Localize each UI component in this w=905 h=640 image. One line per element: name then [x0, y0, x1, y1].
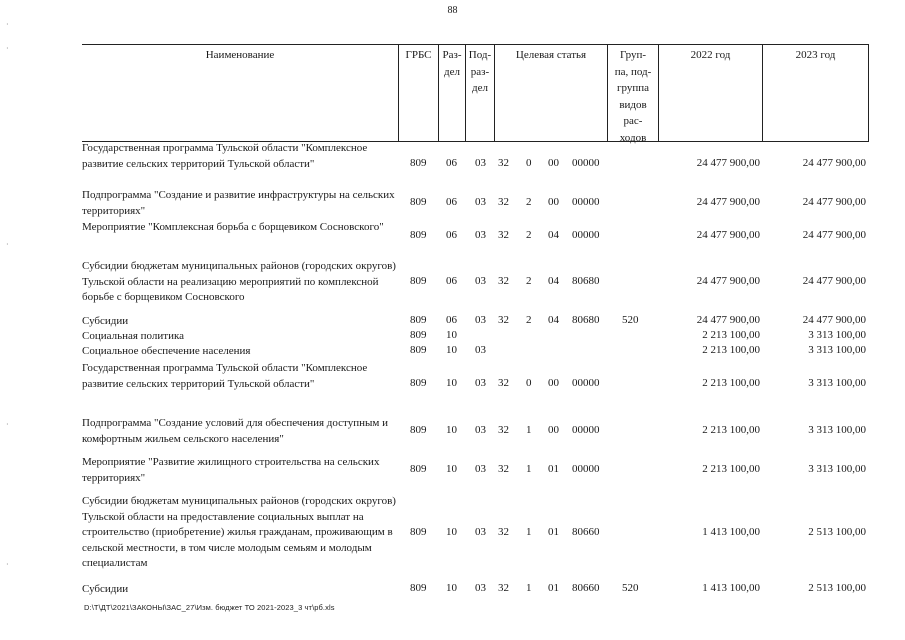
- row-2023: 24 477 900,00: [802, 314, 866, 326]
- row-name: Подпрограмма "Создание условий для обеспечения доступным и комфортным жильем сельского населения": [82, 417, 388, 445]
- row-cs-direction: 00000: [572, 424, 600, 436]
- header-group-line3: группа: [616, 82, 650, 94]
- row-cs-program: 32: [498, 157, 509, 169]
- row-cs-event: 04: [548, 275, 559, 287]
- row-2023: 2 513 100,00: [808, 582, 866, 594]
- row-cs-event: 04: [548, 229, 559, 241]
- file-path-footer: D:\Т\ДТ\2021\ЗАКОНЫ\ЗАС_27\Изм. бюджет ТО 2021-2023_3 чт\рб.xls: [84, 603, 335, 612]
- row-podrazdel: 03: [475, 275, 486, 287]
- row-razdel: 10: [446, 526, 457, 538]
- row-name: Субсидии бюджетам муниципальных районов (городских округов) Тульской области на предоставление социальных выплат на строительство (приобретение) жилья гражданам, проживающим в сельской местности, в том числе молодым семьям и молодым специалистам: [82, 495, 396, 569]
- row-name: Субсидии: [82, 315, 129, 327]
- header-grbs: [398, 44, 438, 142]
- row-cs-subprogram: 2: [526, 275, 532, 287]
- page-number: 88: [447, 5, 458, 16]
- row-cs-program: 32: [498, 377, 509, 389]
- scan-speck: ·: [6, 20, 9, 29]
- row-razdel: 06: [446, 229, 457, 241]
- row-razdel: 10: [446, 582, 457, 594]
- row-name: Социальное обеспечение населения: [82, 345, 251, 357]
- row-cs-subprogram: 1: [526, 526, 532, 538]
- header-2023-label: 2023 год: [762, 45, 869, 141]
- row-razdel: 06: [446, 275, 457, 287]
- header-podrazdel-line3: дел: [472, 82, 488, 94]
- row-cs-program: 32: [498, 314, 509, 326]
- row-podrazdel: 03: [475, 526, 486, 538]
- row-cs-event: 00: [548, 424, 559, 436]
- row-podrazdel: 03: [475, 157, 486, 169]
- row-grbs: 809: [410, 329, 427, 341]
- scan-speck: ·: [6, 420, 9, 429]
- row-cs-program: 32: [498, 424, 509, 436]
- header-target: [494, 44, 607, 142]
- row-razdel: 10: [446, 344, 457, 356]
- row-2023: 24 477 900,00: [802, 196, 866, 208]
- row-name: Социальная политика: [82, 330, 185, 342]
- row-podrazdel: 03: [475, 424, 486, 436]
- row-cs-subprogram: 2: [526, 196, 532, 208]
- row-cs-direction: 00000: [572, 463, 600, 475]
- row-2023: 24 477 900,00: [802, 157, 866, 169]
- row-cs-event: 00: [548, 377, 559, 389]
- row-podrazdel: 03: [475, 463, 486, 475]
- row-cs-subprogram: 1: [526, 424, 532, 436]
- row-grbs: 809: [410, 229, 427, 241]
- row-name: Субсидии: [82, 583, 129, 595]
- row-name: Мероприятие "Комплексная борьба с борщевиком Сосновского": [82, 221, 384, 233]
- row-razdel: 10: [446, 463, 457, 475]
- row-2022: 1 413 100,00: [702, 526, 760, 538]
- row-cs-event: 00: [548, 157, 559, 169]
- row-vr: 520: [622, 582, 639, 594]
- row-name: Мероприятие "Развитие жилищного строительства на сельских территориях": [82, 456, 380, 484]
- row-cs-program: 32: [498, 526, 509, 538]
- row-2022: 24 477 900,00: [696, 196, 760, 208]
- row-grbs: 809: [410, 157, 427, 169]
- row-razdel: 10: [446, 377, 457, 389]
- row-2023: 24 477 900,00: [802, 275, 866, 287]
- row-podrazdel: 03: [475, 314, 486, 326]
- header-razdel: [438, 44, 465, 142]
- row-2023: 3 313 100,00: [808, 463, 866, 475]
- row-name: Субсидии бюджетам муниципальных районов (городских округов) Тульской области на реализацию мероприятий по комплексной борьбе с борщевиком Сосновского: [82, 260, 396, 303]
- header-podrazdel: [465, 44, 494, 142]
- header-2022-label: 2022 год: [658, 45, 762, 141]
- row-grbs: 809: [410, 582, 427, 594]
- row-cs-direction: 80680: [572, 314, 600, 326]
- row-grbs: 809: [410, 377, 427, 389]
- row-name: Подпрограмма "Создание и развитие инфраструктуры на сельских территориях": [82, 189, 395, 217]
- row-cs-event: 04: [548, 314, 559, 326]
- header-group: [607, 44, 658, 142]
- row-2022: 2 213 100,00: [702, 344, 760, 356]
- row-cs-subprogram: 0: [526, 377, 532, 389]
- row-grbs: 809: [410, 314, 427, 326]
- row-cs-direction: 00000: [572, 196, 600, 208]
- row-podrazdel: 03: [475, 229, 486, 241]
- row-name: Государственная программа Тульской области "Комплексное развитие сельских территорий Тульской области": [82, 362, 368, 390]
- row-cs-event: 01: [548, 582, 559, 594]
- row-cs-direction: 00000: [572, 229, 600, 241]
- scan-speck: ·: [6, 44, 9, 53]
- header-group-line5: рас-: [623, 115, 643, 127]
- row-cs-program: 32: [498, 463, 509, 475]
- row-podrazdel: 03: [475, 582, 486, 594]
- row-podrazdel: 03: [475, 377, 486, 389]
- row-2023: 3 313 100,00: [808, 344, 866, 356]
- row-grbs: 809: [410, 344, 427, 356]
- header-grbs-label: ГРБС: [405, 49, 432, 61]
- row-cs-direction: 00000: [572, 157, 600, 169]
- row-cs-subprogram: 0: [526, 157, 532, 169]
- row-2022: 2 213 100,00: [702, 424, 760, 436]
- row-podrazdel: 03: [475, 344, 486, 356]
- row-cs-direction: 00000: [572, 377, 600, 389]
- row-2023: 3 313 100,00: [808, 377, 866, 389]
- row-razdel: 10: [446, 329, 457, 341]
- row-razdel: 06: [446, 196, 457, 208]
- header-podrazdel-line1: Под-: [468, 49, 492, 61]
- row-grbs: 809: [410, 424, 427, 436]
- row-cs-subprogram: 2: [526, 314, 532, 326]
- row-cs-program: 32: [498, 582, 509, 594]
- header-group-line4: видов: [619, 98, 647, 111]
- row-razdel: 10: [446, 424, 457, 436]
- row-razdel: 06: [446, 157, 457, 169]
- scan-speck: ·: [6, 560, 9, 569]
- row-2022: 2 213 100,00: [702, 329, 760, 341]
- row-2022: 24 477 900,00: [696, 157, 760, 169]
- row-2022: 2 213 100,00: [702, 377, 760, 389]
- row-cs-event: 01: [548, 526, 559, 538]
- row-cs-event: 00: [548, 196, 559, 208]
- row-cs-direction: 80660: [572, 582, 600, 594]
- row-cs-direction: 80660: [572, 526, 600, 538]
- header-name: [82, 44, 398, 142]
- header-group-line1: Груп-: [619, 49, 647, 61]
- row-cs-subprogram: 2: [526, 229, 532, 241]
- row-2022: 24 477 900,00: [696, 275, 760, 287]
- row-2022: 1 413 100,00: [702, 582, 760, 594]
- row-2022: 2 213 100,00: [702, 463, 760, 475]
- header-name-label: Наименование: [205, 49, 275, 61]
- row-podrazdel: 03: [475, 196, 486, 208]
- row-name: Государственная программа Тульской области "Комплексное развитие сельских территорий Тульской области": [82, 142, 368, 170]
- row-grbs: 809: [410, 275, 427, 287]
- row-grbs: 809: [410, 196, 427, 208]
- row-2022: 24 477 900,00: [696, 314, 760, 326]
- row-grbs: 809: [410, 463, 427, 475]
- header-target-label: Целевая статья: [494, 45, 607, 141]
- row-2023: 3 313 100,00: [808, 424, 866, 436]
- header-group-line2: па, под-: [614, 65, 652, 78]
- row-cs-program: 32: [498, 196, 509, 208]
- row-2023: 24 477 900,00: [802, 229, 866, 241]
- header-razdel-line1: Раз-: [442, 49, 462, 61]
- scan-speck: ·: [6, 240, 9, 249]
- header-2023: [762, 44, 869, 142]
- row-cs-program: 32: [498, 229, 509, 241]
- row-2023: 3 313 100,00: [808, 329, 866, 341]
- row-cs-event: 01: [548, 463, 559, 475]
- row-cs-program: 32: [498, 275, 509, 287]
- header-2022: [658, 44, 762, 142]
- row-vr: 520: [622, 314, 639, 326]
- header-group-line6: ходов: [619, 131, 647, 144]
- row-2022: 24 477 900,00: [696, 229, 760, 241]
- header-podrazdel-line2: раз-: [470, 65, 490, 78]
- row-grbs: 809: [410, 526, 427, 538]
- row-cs-subprogram: 1: [526, 582, 532, 594]
- row-cs-subprogram: 1: [526, 463, 532, 475]
- row-cs-direction: 80680: [572, 275, 600, 287]
- row-2023: 2 513 100,00: [808, 526, 866, 538]
- header-razdel-line2: дел: [444, 65, 460, 78]
- row-razdel: 06: [446, 314, 457, 326]
